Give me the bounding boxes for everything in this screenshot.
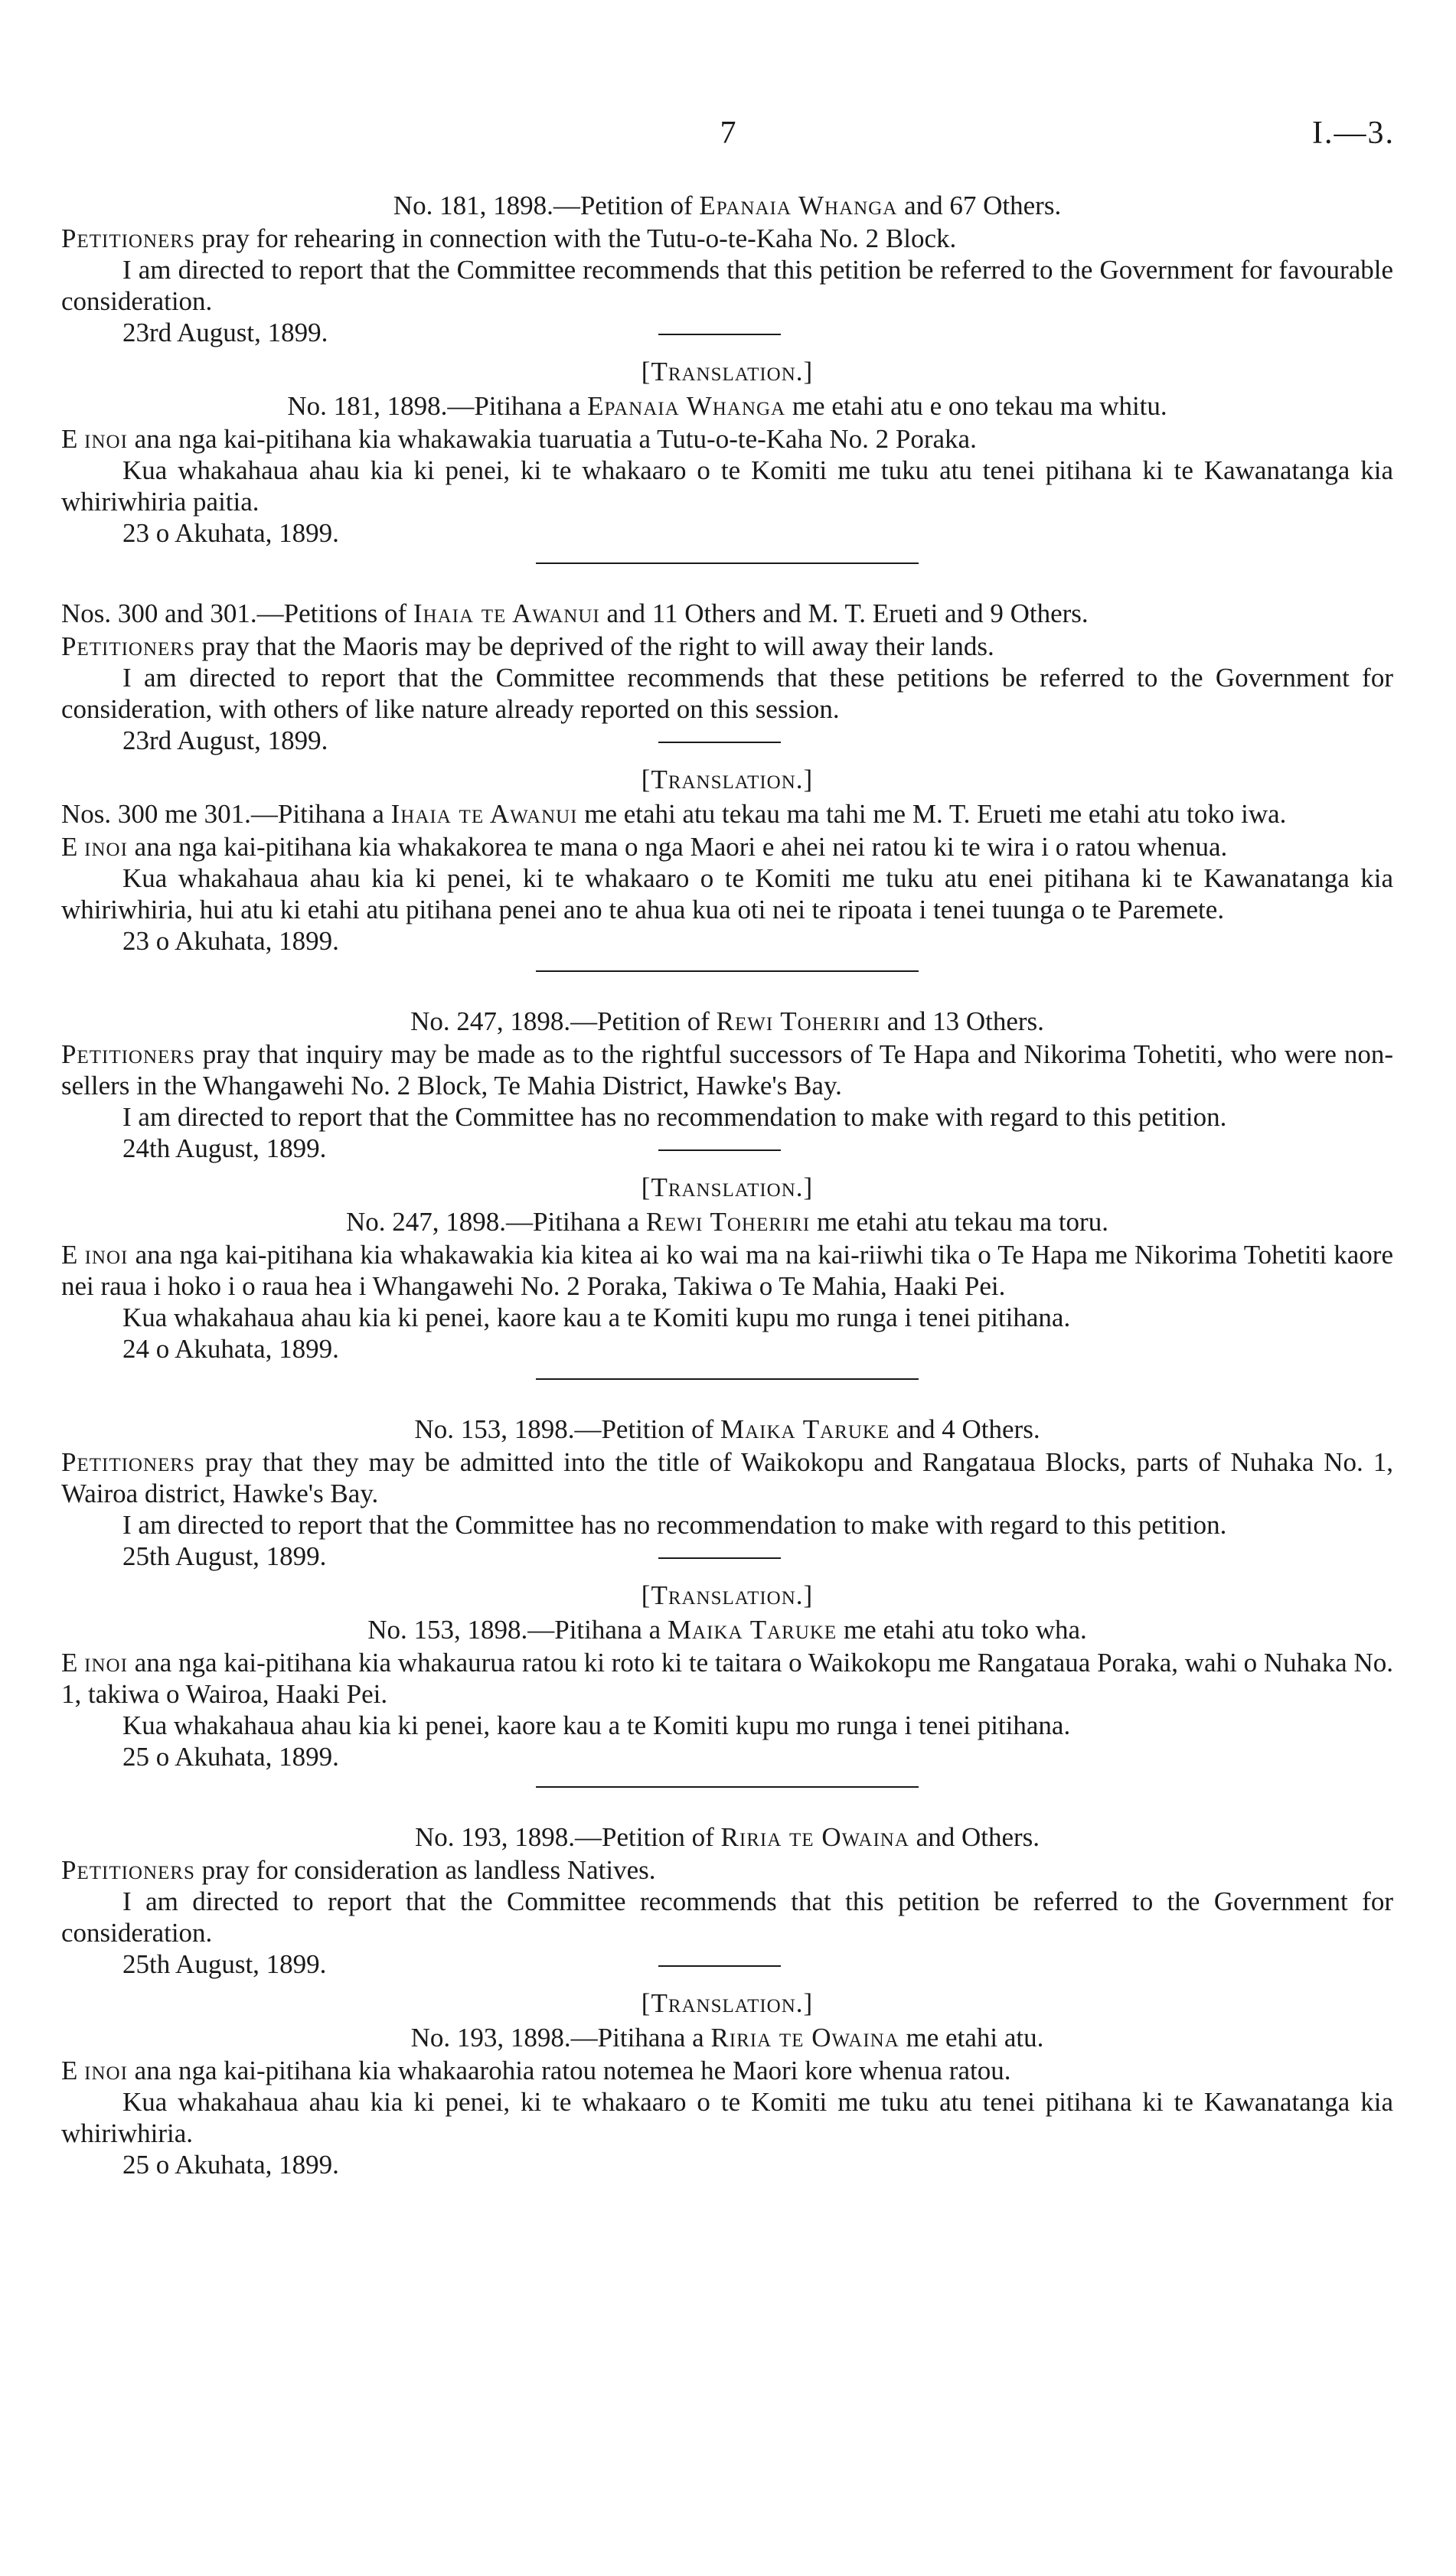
section-separator — [536, 1786, 919, 1788]
translation-inoi-label: inoi — [84, 1648, 128, 1678]
translation-prayer-initial: E — [61, 1648, 85, 1678]
petition-title-rest: and 67 Others. — [897, 191, 1062, 220]
translation-prayer — [61, 423, 1393, 455]
petition-number: No. 247, 1898.—Petition of — [410, 1006, 717, 1036]
translation-petitioner-name: Maika Taruke — [667, 1615, 837, 1645]
report-date: 25th August, 1899. — [61, 1948, 1393, 1980]
petitioner-name: Maika Taruke — [720, 1414, 890, 1444]
translation-prayer-text: ana nga kai-pitihana kia whakaarohia ratou notemea he Maori kore whenua ratou. — [127, 2056, 1011, 2085]
translation-title — [61, 390, 1393, 422]
translation-report: Kua whakahaua ahau kia ki penei, ki te whakaaro o te Komiti me tuku atu tenei pitihana ki te Kawanatanga kia whiriwhiria paitia. — [61, 455, 1393, 517]
petition-title — [61, 1414, 1393, 1445]
translation-date: 23 o Akuhata, 1899. — [122, 518, 339, 548]
petition-number: Nos. 300 and 301.—Petitions of — [61, 598, 413, 628]
petitioner-name: Ihaia te Awanui — [413, 598, 600, 628]
translation-date: 23 o Akuhata, 1899. — [122, 926, 339, 956]
petitioner-name: Rewi Toheriri — [716, 1006, 881, 1036]
translation-petitioner-name: Rewi Toheriri — [645, 1207, 811, 1237]
committee-report: I am directed to report that the Committee recommends that these petitions be referred to the Government for consideration, with others of like nature already reported on this session. — [61, 663, 1393, 724]
translation-title — [61, 798, 1393, 830]
section-separator — [536, 1378, 919, 1380]
translation-label: [Translation.] — [641, 765, 814, 794]
translation-title — [61, 1614, 1393, 1645]
translation-title-rest: me etahi atu. — [899, 2023, 1044, 2053]
translation-title — [61, 2022, 1393, 2053]
petition-title — [61, 598, 1393, 629]
committee-report: I am directed to report that the Committee recommends that this petition be referred to the Government for favourable consideration. — [61, 255, 1393, 316]
petition-prayer — [61, 223, 1393, 254]
report-date: 23rd August, 1899. — [61, 725, 1393, 756]
petition-prayer-text: pray that they may be admitted into the title of Waikokopu and Rangataua Blocks, parts of Nuhaka No. 1, Wairoa district, Hawke's Bay. — [61, 1447, 1393, 1508]
petition-section — [61, 1414, 1393, 1788]
translation-petitioner-name: Epanaia Whanga — [587, 391, 786, 421]
translation-report: Kua whakahaua ahau kia ki penei, ki te whakaaro o te Komiti me tuku atu enei pitihana ki te Kawanatanga kia whiriwhiria, hui atu ki etahi atu pitihana penei ano te ahua kua oti nei te ripoata i tenei tuunga o te Paremete. — [61, 863, 1393, 924]
translation-prayer — [61, 1239, 1393, 1302]
petition-prayer-text: pray for rehearing in connection with the Tutu-o-te-Kaha No. 2 Block. — [194, 223, 957, 253]
petition-title-rest: and 13 Others. — [880, 1006, 1044, 1036]
report-date: 24th August, 1899. — [61, 1133, 1393, 1164]
section-separator — [536, 562, 919, 564]
petitions-content — [61, 190, 1393, 2180]
petition-prayer-text: pray that inquiry may be made as to the rightful successors of Te Hapa and Nikorima Tohetiti, who were non-sellers in the Whangawehi No. 2 Block, Te Mahia District, Hawke's Bay. — [61, 1039, 1393, 1101]
petition-section — [61, 1006, 1393, 1380]
petitioners-label: Petitioners — [61, 1447, 195, 1477]
translation-label: [Translation.] — [641, 1988, 814, 2018]
petitioners-label: Petitioners — [61, 1855, 195, 1885]
translation-number: No. 193, 1898.—Pitihana a — [410, 2023, 711, 2053]
translation-petitioner-name: Riria te Owaina — [710, 2023, 899, 2053]
petition-title-rest: and Others. — [909, 1822, 1040, 1852]
translation-prayer-text: ana nga kai-pitihana kia whakawakia tuaruatia a Tutu-o-te-Kaha No. 2 Poraka. — [127, 424, 977, 454]
translation-number: Nos. 300 me 301.—Pitihana a — [61, 799, 391, 829]
petition-prayer — [61, 1446, 1393, 1509]
committee-report: I am directed to report that the Committee recommends that this petition be referred to the Government for consideration. — [61, 1886, 1393, 1948]
translation-prayer-initial: E — [61, 832, 85, 862]
petition-prayer-text: pray that the Maoris may be deprived of the right to will away their lands. — [194, 631, 994, 661]
translation-prayer — [61, 1647, 1393, 1710]
translation-prayer-text: ana nga kai-pitihana kia whakakorea te mana o nga Maori e ahei nei ratou ki te wira i o ratou whenua. — [127, 832, 1228, 862]
translation-report: Kua whakahaua ahau kia ki penei, kaore kau a te Komiti kupu mo runga i tenei pitihana. — [122, 1710, 1071, 1740]
petition-title — [61, 190, 1393, 221]
petitioners-label: Petitioners — [61, 223, 195, 253]
translation-number: No. 181, 1898.—Pitihana a — [287, 391, 588, 421]
petition-section — [61, 1821, 1393, 2180]
petition-section — [61, 190, 1393, 564]
translation-title-rest: me etahi atu tekau ma tahi me M. T. Erueti me etahi atu toko iwa. — [577, 799, 1287, 829]
petition-prayer — [61, 1854, 1393, 1886]
report-date: 25th August, 1899. — [61, 1541, 1393, 1572]
petition-title — [61, 1006, 1393, 1037]
translation-petitioner-name: Ihaia te Awanui — [390, 799, 578, 829]
translation-date: 25 o Akuhata, 1899. — [122, 1742, 339, 1772]
petition-prayer — [61, 1039, 1393, 1101]
page-header — [61, 115, 1395, 161]
translation-title-rest: me etahi atu e ono tekau ma whitu. — [785, 391, 1167, 421]
petition-prayer-text: pray for consideration as landless Natives. — [194, 1855, 656, 1885]
translation-label: [Translation.] — [641, 1172, 814, 1202]
translation-date: 24 o Akuhata, 1899. — [122, 1334, 339, 1364]
translation-title-rest: me etahi atu toko wha. — [837, 1615, 1087, 1645]
translation-inoi-label: inoi — [84, 1240, 129, 1270]
petitioner-name: Epanaia Whanga — [699, 191, 898, 220]
section-separator — [536, 970, 919, 972]
petitioners-label: Petitioners — [61, 1039, 195, 1069]
translation-inoi-label: inoi — [84, 832, 128, 862]
translation-prayer — [61, 831, 1393, 862]
translation-prayer-initial: E — [61, 2056, 85, 2085]
document-code: I.—3. — [1312, 116, 1395, 151]
translation-prayer-initial: E — [61, 1240, 85, 1270]
petition-prayer — [61, 631, 1393, 662]
translation-title — [61, 1206, 1393, 1237]
petition-title-rest: and 4 Others. — [890, 1414, 1040, 1444]
committee-report: I am directed to report that the Committee has no recommendation to make with regard to this petition. — [122, 1510, 1227, 1540]
petitioner-name: Riria te Owaina — [720, 1822, 909, 1852]
petition-number: No. 193, 1898.—Petition of — [414, 1822, 721, 1852]
petition-title-rest: and 11 Others and M. T. Erueti and 9 Others. — [599, 598, 1089, 628]
translation-report: Kua whakahaua ahau kia ki penei, kaore kau a te Komiti kupu mo runga i tenei pitihana. — [122, 1303, 1071, 1332]
petition-number: No. 181, 1898.—Petition of — [393, 191, 700, 220]
translation-date: 25 o Akuhata, 1899. — [122, 2150, 339, 2180]
petitioners-label: Petitioners — [61, 631, 195, 661]
committee-report: I am directed to report that the Committee has no recommendation to make with regard to this petition. — [122, 1102, 1227, 1132]
translation-title-rest: me etahi atu tekau ma toru. — [810, 1207, 1108, 1237]
translation-inoi-label: inoi — [84, 2056, 128, 2085]
translation-prayer-text: ana nga kai-pitihana kia whakaurua ratou ki roto ki te taitara o Waikokopu me Rangataua Poraka, wahi o Nuhaka No. 1, takiwa o Wairoa, Haaki Pei. — [61, 1648, 1393, 1709]
translation-label: [Translation.] — [641, 357, 814, 386]
translation-report: Kua whakahaua ahau kia ki penei, ki te whakaaro o te Komiti me tuku atu tenei pitihana ki te Kawanatanga kia whiriwhiria. — [61, 2087, 1393, 2148]
report-date: 23rd August, 1899. — [61, 317, 1393, 348]
translation-prayer — [61, 2055, 1393, 2086]
petition-title — [61, 1821, 1393, 1853]
translation-prayer-text: ana nga kai-pitihana kia whakawakia kia kitea ai ko wai ma na kai-riiwhi tika o Te Hapa me Nikorima Tohetiti kaore nei raua i hoko i o raua hea i Whangawehi No. 2 Poraka, Takiwa o Te Mahia, Haaki Pei. — [61, 1240, 1393, 1301]
translation-number: No. 153, 1898.—Pitihana a — [367, 1615, 668, 1645]
petition-number: No. 153, 1898.—Petition of — [414, 1414, 720, 1444]
translation-label: [Translation.] — [641, 1580, 814, 1610]
translation-number: No. 247, 1898.—Pitihana a — [346, 1207, 646, 1237]
page-number: 7 — [720, 116, 736, 151]
translation-prayer-initial: E — [61, 424, 85, 454]
petition-section — [61, 598, 1393, 972]
translation-inoi-label: inoi — [84, 424, 128, 454]
